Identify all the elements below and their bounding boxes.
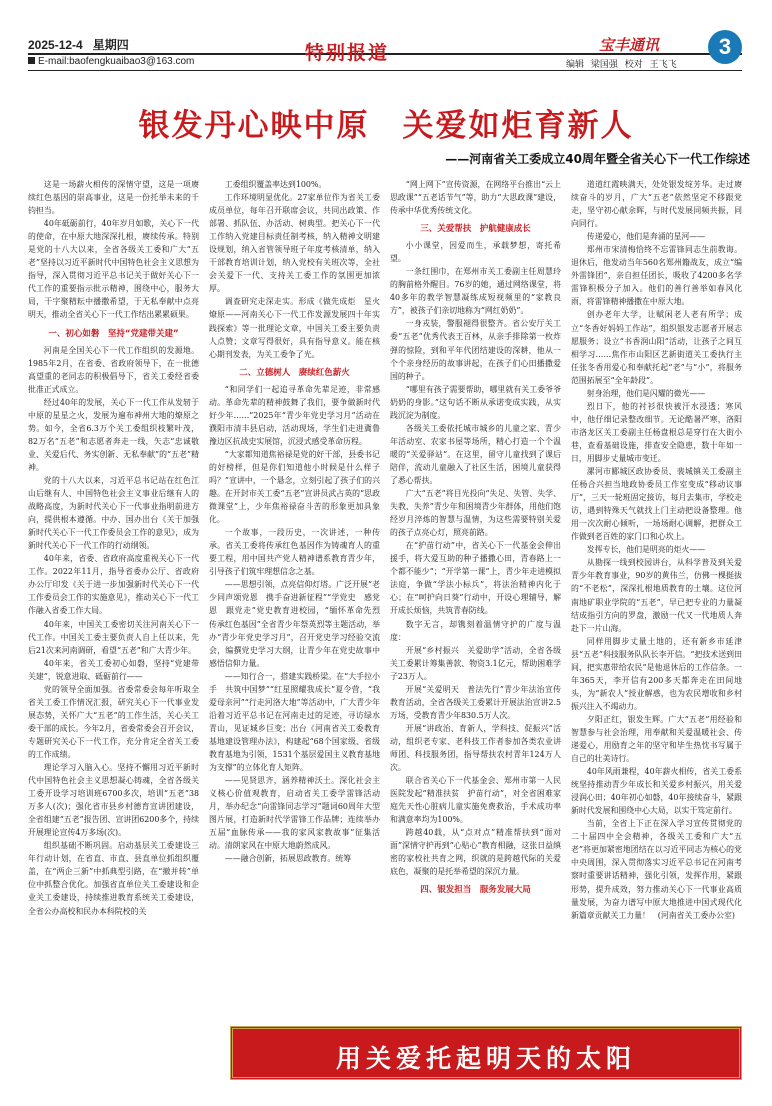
article-paragraph: “网上网下”宣传资源，在网络平台推出“云上思政课”“五老话节气”等，助力“大思政课”建设，传承中华优秀传统文化。 [390, 180, 561, 216]
article-paragraph: 40年来，省委、省政府高度重视关心下一代工作。2022年11月，指导省委办公厅、省政府办公厅印发《关于进一步加强新时代关心下一代工作委员会工作的实施意见》，推动关心下一代工作融入省委工作大局。 [28, 554, 199, 616]
slogan-text: 用关爱托起明天的太阳 [335, 1044, 636, 1073]
article-paragraph: 传递爱心，他们是奔涌的星河—— [586, 232, 706, 242]
issue-date-value: 2025-12-4 [28, 38, 83, 52]
article-paragraph: 工委组织覆盖率达到100%。 [224, 180, 327, 189]
newspaper-brand: 宝丰通讯 [599, 36, 660, 54]
article-paragraph: 从勘探一线到校园讲台，从科学普及到关爱青少年教育事业，90岁的黄伟兰，仿佛一棵挺拔的“不老松”，深深扎根地质教育的土壤。这位河南地矿职业学院的“五老”，早已把专业的力量凝结成指引方向的罗盘，激励一代又一代地质人奔赴下一片山海。 [571, 558, 742, 633]
article-paragraph: 烈日下，他的衬衫很快被汗水浸透；寒风中，他仔细记录整改细节。无论酷暑严寒，洛阳市洛龙区关工委副主任杨盘根总是穿行在大街小巷，查看基础设施，排查安全隐患，数十年如一日，用脚步丈量城市变迁。 [571, 401, 742, 463]
article-body [28, 178, 742, 1026]
contact-email-text: E-mail:baofengkuaibao3@163.com [38, 56, 195, 67]
article-paragraph: 射身治理，他们是闪耀的微光—— [586, 388, 706, 398]
page-header [0, 0, 772, 70]
article-paragraph: 党的十八大以来，习近平总书记站在红色江山后继有人、中国特色社会主义事业后继有人的战略高度，为新时代关心下一代事业指明前进方向，提供根本遵循。中办、国办出台《关于加强新时代关心下一代工作委员会工作的意见》，成为新时代关心下一代工作的行动纲领。 [28, 475, 199, 551]
article-paragraph: 河南是全国关心下一代工作组织的发源地。1985年2月，在省委、省政府领导下，在一批德高望重的老同志的积极倡导下，省关工委经省委批准正式成立。 [28, 345, 199, 394]
article-paragraph: “大家都知道焦裕禄是党的好干部，县委书记的好榜样，但是你们知道他小时候是什么样子吗？”宣讲中，一个悬念，立刻引起了孩子们的兴趣。在开封市关工委“五老”宣讲员武占英的“思政微课堂”上，少年焦裕禄奋斗苦的形象更加具象化。 [209, 449, 380, 525]
article-column-4 [571, 178, 742, 1026]
article-paragraph: 这是一场薪火相传的深情守望，这是一项赓续红色基因的崇高事业，这是一份托举未来的千钧担当。 [28, 180, 199, 216]
article-paragraph: 开展“讲政治、育新人，学科技、促振兴”活动，组织老专家、老科技工作者参加各类农业讲师团、科技服务团，指导帮扶农村青年124万人次。 [390, 723, 561, 773]
article-paragraph: 开展“关爱明天 普法先行”青少年法治宣传教育活动，全省各级关工委累计开展法治宣讲2.5万场，受教育青少年830.5万人次。 [390, 684, 561, 720]
article-paragraph: 40年来，中国关工委密切关注河南关心下一代工作。中国关工委主要负责人自上任以来，先后21次来河南调研，看望“五老”和广大青少年。 [28, 619, 199, 655]
article-paragraph: ——知行合一，搭建实践桥梁。在“大手拉小手 共筑中国梦”“红星照耀我成长”夏令营，“我爱母亲河”“行走河洛大地”等活动中，广大青少年沿着习近平总书记在河南走过的足迹，寻访绿水青山，见证城乡巨变；出台《河南省关工委教育基地建设管理办法》，构建起“68个国家级、省级教育基地为引领，1531个基层爱国主义教育基地为支撑”的立体化育人矩阵。 [209, 671, 380, 773]
article-paragraph: 联合省关心下一代基金会、郑州市第一人民医院发起“精准扶贫 护苗行动”，对全省困难家庭先天性心脏病儿童实施免费救治，手术成功率和满意率均为100%。 [390, 776, 561, 825]
article-paragraph: 开展“乡村振兴 关爱助学”活动，全省各级关工委累计筹集善款、物资3.1亿元，帮助困难学子23万人。 [390, 645, 561, 681]
contact-email [28, 56, 194, 67]
article-paragraph: 一条红围巾，在郑州市关工委副主任周慧玲的胸前格外醒目。76岁的她，通过网络课堂，将40多年的教学智慧凝练成短视频里的“家教良方”，被孩子们亲切地称为“网红奶奶”。 [390, 267, 561, 316]
article-paragraph: 各级关工委依托城市城乡的儿童之家、青少年活动室、农家书屋等场所，精心打造一个个温暖的“关爱驿站”。在这里，留守儿童找到了课后陪伴，流动儿童融入了社区生活，困境儿童获得了悉心帮扶。 [390, 423, 561, 485]
slogan-banner [230, 1026, 742, 1080]
article-paragraph: 经过40年的发展，关心下一代工作从发轫于中原的星星之火，发展为遍布神州大地的燎原之势。如今，全省6.3万个关工委组织枝繁叶茂，82万名“五老”和志愿者奔走一线，矢志“忠诚敬业、关爱后代、务实创新、无私奉献”的“五老”精神。 [28, 397, 199, 472]
article-paragraph: 跨越40载，从“点对点”精准帮扶到“面对面”深情守护再到“心贴心”教育相融，这张日益缜密的家校社共育之网，织就的是跨越代际的关爱底色，凝聚的是托举希望的深沉力量。 [390, 828, 561, 877]
article-paragraph: 工作环境明显优化。27家单位作为省关工委成员单位，每年召开联席会议，共同出政策、作部署、抓队伍、办活动、树典型。把关心下一代工作纳入党建目标责任制考核，纳入精神文明建设规划，纳入省管领导班子年度考核清单，纳入干部教育培训计划，纳入党校有关班次等，全社会关爱下一代、支持关工委工作的氛围更加浓厚。 [209, 193, 380, 294]
article-paragraph: 40年砥砺前行，40年岁月如歌，关心下一代的使命，在中原大地深深扎根，赓续传承。特别是党的十八大以来，全省各级关工委和广大“五老”坚持以习近平新时代中国特色社会主义思想为指导，深入贯彻习近平总书记关于做好关心下一代工作的重要指示批示精神，围绕中心，服务大局，干字聚精耘中播撒希望，于无私奉献中点亮明天，推动全省关心下一代工作结出累累硕果。 [28, 219, 199, 320]
article-column-3 [390, 178, 561, 1026]
article-paragraph: 40年风雨兼程，40年薪火相传，省关工委系统坚持推动青少年成长和关爱乡村振兴，用关爱浸润心田；40年初心如磐，40年接续奋斗，紧跟新时代发展和围绕中心大局，以实干笃定前行。 [571, 767, 742, 816]
article-headline: 银发丹心映中原 关爱如炬育新人 [138, 108, 634, 144]
article-paragraph: 调查研究走深走实。形成《做先成炬 星火燎原——河南关心下一代工作发源发展四十年实践探索》等一批理论文章，中国关工委主要负责人点赞；文章写得很好，具有指导意义。能在核心期刊发表，为关工委争了光。 [209, 297, 380, 359]
article-paragraph: “哪里有孩子需要帮助，哪里就有关工委爷爷奶奶的身影。”这句话不断从承诺变成实践，从实践沉淀为制度。 [390, 384, 561, 420]
article-paragraph: 同样用脚步丈量土地的，还有新乡市延津县“五老”科技服务队队长李开信。“把技术送到田间，把实惠带给农民”是他退休后的工作信条。一年365天，李开信有200多天都奔走在田间地头，为“新农人”授业解惑，也为农民增收和乡村振兴注入不竭动力。 [571, 636, 742, 711]
article-paragraph: 党的领导全面加强。省委常委会每年听取全省关工委工作情况汇报，研究关心下一代事业发展态势，关怀广大“五老”的工作生活，关心关工委干部的成长。今年2月，省委常委会召开会议，专题研究关心下一代工作，充分肯定全省关工委的工作成绩。 [28, 684, 199, 759]
article-paragraph: 40年来，省关工委初心如磐，坚持“党建带关建”，锐意进取、砥砺前行—— [28, 658, 199, 681]
article-paragraph: 一个故事，一段历史，一次讲述，一种传承。省关工委将传承红色基因作为铸魂育人的重要工程，用中国共产党人精神谱系教育青少年，引导孩子们筑牢理想信念之基。 [209, 528, 380, 577]
article-paragraph: 创办老年大学，让赋闲老人老有所学；成立“冬香好妈妈工作站”，组织银发志愿者开展志愿服务；设立“书香润山阳”活动，让孩子之间互相学习……焦作市山阳区艺新街道关工委执行主任张冬香用爱心和奉献托起“老”与“小”，将服务范围拓展至“全年龄段”。 [571, 310, 742, 385]
article-column-2 [209, 178, 388, 1026]
article-paragraph: ——思想引领，点亮信仰灯塔。广泛开展“老少同声颂党恩 携手奋进新征程”“学党史 感党恩 跟党走”党史教育进校园，“缅怀革命先烈 传承红色基因”全省青少年祭英烈等主题活动，举办“青少年党史学习月”，召开党史学习经验交流会，编撰党史学习大纲，让青少年在党史故事中感悟信仰力量。 [209, 580, 388, 668]
article-paragraph: 发挥专长，他们是明亮的炬火—— [586, 545, 706, 555]
article-paragraph: 广大“五老”将目光投向“失足、失管、失学、失教、失养”青少年和困境青少年群体，用他们饱经岁月淬炼的智慧与温情，为这些需要特别关爱的孩子点亮心灯，照亮前路。 [390, 489, 561, 538]
issue-weekday: 星期四 [92, 38, 129, 52]
article-paragraph: 在“护苗行动”中，省关心下一代基金会伸出援手，将大爱互助的种子播撒心田，青春路上一个都不能少”；“开学第一课”上，青少年走进模拟法庭，争做“学法小标兵”，将法治精神内化于心；在“呵护向日葵”行动中，开设心理辅导，解开成长烦恼，共筑青春防线。 [390, 541, 561, 616]
issue-date [28, 36, 129, 53]
article-paragraph: 小小课堂，因爱而生，承载梦想，寄托希望。 [390, 241, 561, 264]
article-paragraph: 当前，全省上下正在深入学习宣传贯彻党的二十届四中全会精神，各级关工委和广大“五老”将更加紧密地团结在以习近平同志为核心的党中央周围，深入贯彻落实习近平总书记在河南考察时重要讲话精神，强化引领，发挥作用，紧跟形势，提升成效，努力推动关心下一代事业高质量发展，为奋力谱写中原大地推进中国式现代化新篇章贡献关工力量！ (河南省关工委办公室) [571, 819, 742, 920]
article-paragraph: 组织基础不断巩固。启动基层关工委建设三年行动计划，在省直、市直、县直单位抓组织覆盖，在“两企三新”中抓典型引路，在“撤并转”单位中抓整合优化。加强省直单位关工委建设和企业关工委建设，持续推进教育系统关工委建设，全省公办高校和民办本科院校的关 [28, 841, 199, 916]
article-paragraph: 数字无言，却镌刻着温情守护的广度与温度： [390, 619, 561, 642]
article-column-1 [28, 178, 199, 1026]
article-paragraph: 道道红霞映满天，处处银发绽芳华。走过赓续奋斗的岁月，广大“五老”依然坚定不移跟党走，坚守初心献余晖，与时代发展同频共振，同向同行。 [571, 180, 742, 229]
section-heading: 一、初心如磐 坚持“党建带关建” [48, 328, 179, 339]
page-number: 3 [708, 30, 742, 64]
article-paragraph: ——见贤思齐，涵养精神沃土。深化社会主义核心价值观教育，启动省关工委学雷锋活动月，举办纪念“向雷锋同志学习”题词60周年大型图片展，打造新时代学雷锋工作品牌；连续举办五届“血脉传承——我的家风家教故事”征集活动。清朗家风在中原大地蔚然成风。 [209, 776, 380, 851]
editor-credits: 编辑 梁国强 校对 王飞飞 [566, 60, 677, 70]
bullet-square-icon [28, 57, 35, 64]
section-heading: 四、银发担当 服务发展大局 [420, 885, 531, 896]
section-heading: 三、关爱帮扶 护航健康成长 [420, 224, 531, 235]
header-rule-bottom [28, 70, 742, 71]
article-paragraph: 夕阳正红，银发生辉。广大“五老”用经验和智慧参与社会治理，用奉献和关爱温暖社会、传递爱心，用励育之年的坚守和毕生热忱书写属于自己的壮美诗行。 [571, 714, 742, 764]
section-heading: 二、立德树人 赓续红色薪火 [239, 367, 350, 378]
article-paragraph: 一身戎装，警服褪得很整齐。省公安厅关工委“五老”优秀代表王百林，从亲手排除第一枚炸弹的惊险，到和平年代团结建设的深耕，他从一个个亲身经历的故事讲起，在孩子们心田播撒爱国的种子。 [390, 319, 561, 381]
article-paragraph: 理论学习入脑入心。坚持不懈用习近平新时代中国特色社会主义思想凝心铸魂，全省各级关工委开设学习培训班6700多次，培训“五老”38万多人(次)；强化省市县乡村德育宣讲团建设，全省组建“五老”报告团、宣讲团6200多个，持续开展理论宣传4万多场(次)。 [28, 763, 199, 838]
section-title: 特别报道 [305, 42, 390, 64]
article-paragraph: ——融合创新，拓展思政教育。统筹 [224, 854, 352, 864]
article-paragraph: 漯河市郾城区政协委员、裴城镇关工委副主任杨合兴担当地政协委员工作室变成“移动议事厅”，三天一轮班固定接访，每月去集市，学校走访，遇到特殊天气就找上门主动把设备整理。他用一次次耐心倾听，一场场耐心调解，把群众工作做到老百姓的家门口和心坎上。 [571, 467, 742, 542]
article-subtitle: ——河南省关工委成立40周年暨全省关心下一代工作综述 [445, 152, 750, 166]
article-paragraph: “和同学们一起追寻革命先辈足迹，非常感动。革命先辈的精神鼓舞了我们，要争做新时代好少年……”2025年“青少年党史学习月”活动在濮阳市清丰县启动，活动现场，学生们走进冀鲁豫边区抗战史实展馆，沉浸式感受革命历程。 [209, 384, 380, 446]
article-paragraph: 郑州市宋清梅恰终不忘雷锋同志生前教诲。退休后，他发动当年560名郑州籍战友，成立“编外雷锋团”，亲自担任团长，吸收了4200多名学雷锋积极分子加入。他们的善行善举如春风化雨，将雷锋精神播撒在中原大地。 [571, 245, 742, 307]
